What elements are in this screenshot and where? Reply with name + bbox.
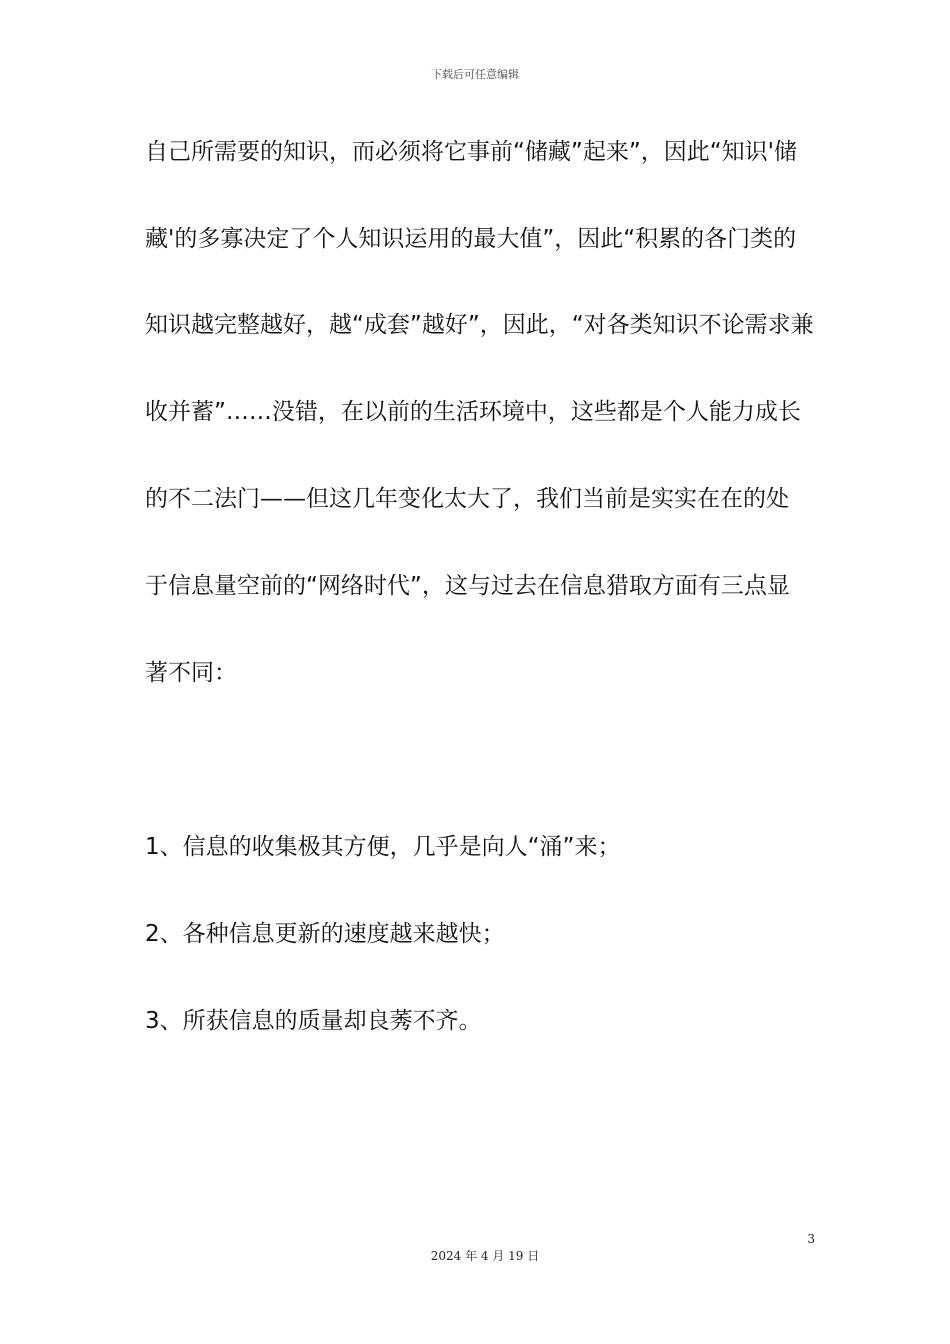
paragraph-line: 著不同：: [145, 660, 237, 686]
paragraph-line: 的不二法门——但这几年变化太大了，我们当前是实实在在的处: [145, 486, 789, 512]
paragraph-line: 于信息量空前的“网络时代”，这与过去在信息猎取方面有三点显: [145, 573, 790, 599]
footer-date: 2024 年 4 月 19 日: [430, 1249, 540, 1263]
paragraph-line: 自己所需要的知识，而必须将它事前“储藏”起来”，因此“知识'储: [145, 139, 797, 165]
paragraph-line: 收并蓄”……没错，在以前的生活环境中，这些都是个人能力成长: [145, 399, 801, 425]
paragraph-line: 藏'的多寡决定了个人知识运用的最大值”，因此“积累的各门类的: [145, 226, 797, 252]
paragraph-line: 知识越完整越好，越“成套”越好”，因此，“对各类知识不论需求兼: [145, 312, 814, 338]
header-note: 下载后可任意编辑: [431, 68, 519, 81]
page-number: 3: [807, 1232, 815, 1246]
list-item: 2、各种信息更新的速度越来越快；: [145, 921, 505, 947]
list-item: 1、信息的收集极其方便，几乎是向人“涌”来；: [145, 834, 621, 860]
list-item: 3、所获信息的质量却良莠不齐。: [145, 1008, 482, 1034]
